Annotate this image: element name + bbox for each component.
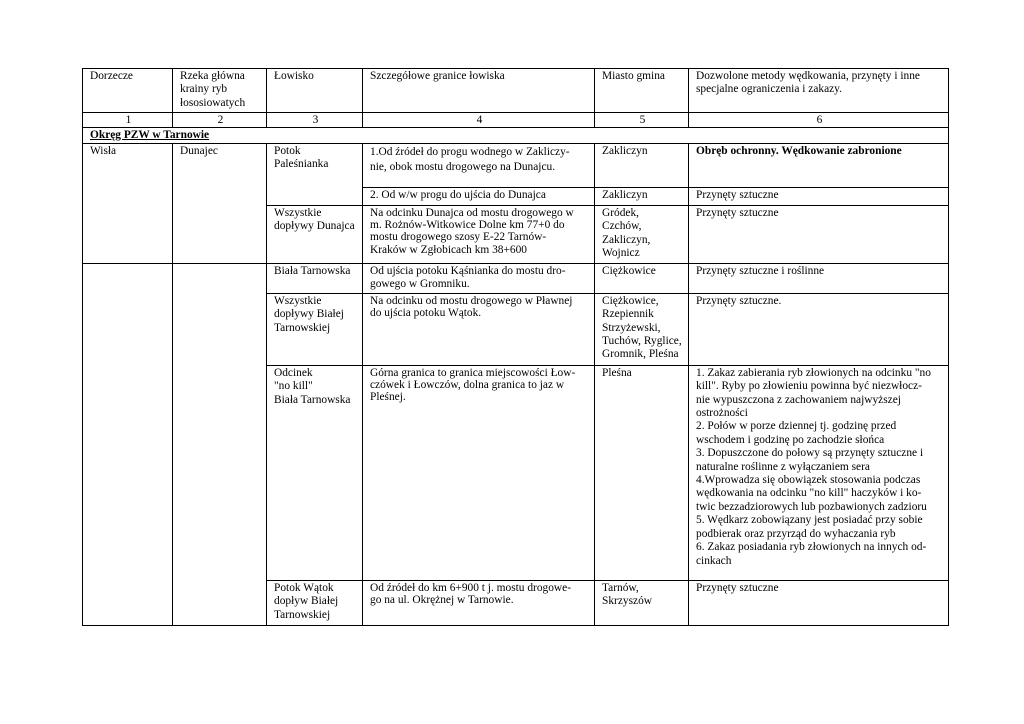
fishery-cell: Wszystkie dopływy Dunajca: [267, 206, 363, 264]
header-row: [83, 69, 949, 113]
header-town: Miasto gmina: [595, 69, 689, 113]
fishery-cell: Potok Paleśnianka: [267, 144, 363, 206]
rules-cell: Przynęty sztuczne: [689, 206, 949, 264]
column-number: 5: [595, 113, 689, 128]
column-number: 4: [363, 113, 595, 128]
header-fishery: Łowisko: [267, 69, 363, 113]
town-cell: Zakliczyn: [595, 144, 689, 188]
column-number: 2: [173, 113, 267, 128]
fishery-cell: Odcinek "no kill" Biała Tarnowska: [267, 365, 363, 580]
header-boundaries: Szczegółowe granice łowiska: [363, 69, 595, 113]
header-main-river: Rzeka główna krainy ryb łososiowatych: [173, 69, 267, 113]
town-cell: Ciężkowice, Rzepiennik Strzyżewski, Tuchów, Ryglice, Gromnik, Pleśna: [595, 293, 689, 365]
town-cell: Tarnów, Skrzyszów: [595, 580, 689, 625]
rules-cell: Przynęty sztuczne: [689, 188, 949, 206]
rules-cell: Przynęty sztuczne i roślinne: [689, 264, 949, 294]
rules-cell: Obręb ochronny. Wędkowanie zabronione: [689, 144, 949, 188]
boundaries-cell: Na odcinku od mostu drogowego w Pławnej do ujścia potoku Wątok.: [363, 293, 595, 365]
town-cell: Ciężkowice: [595, 264, 689, 294]
section-heading: Okręg PZW w Tarnowie: [83, 128, 949, 144]
town-cell: Gródek, Czchów, Zakliczyn, Wojnicz: [595, 206, 689, 264]
fishery-cell: Potok Wątok dopływ Białej Tarnowskiej: [267, 580, 363, 625]
basin-cell: Wisła: [83, 144, 173, 264]
header-rules: Dozwolone metody wędkowania, przynęty i inne specjalne ograniczenia i zakazy.: [689, 69, 949, 113]
section-row: [83, 128, 949, 144]
column-number: 3: [267, 113, 363, 128]
boundaries-cell: 1.Od źródeł do progu wodnego w Zakliczy- nie, obok mostu drogowego na Dunajcu.: [363, 144, 595, 188]
boundaries-cell: Od ujścia potoku Kąśnianka do mostu dro- gowego w Gromniku.: [363, 264, 595, 294]
boundaries-cell: 2. Od w/w progu do ujścia do Dunajca: [363, 188, 595, 206]
column-number: 6: [689, 113, 949, 128]
river-cell: Dunajec: [173, 144, 267, 264]
fishery-regulations-table: [82, 68, 949, 626]
table-row: [83, 264, 949, 294]
town-cell: Pleśna: [595, 365, 689, 580]
town-cell: Zakliczyn: [595, 188, 689, 206]
fishery-cell: Biała Tarnowska: [267, 264, 363, 294]
boundaries-cell: Górna granica to granica miejscowości Łow- czówek i Łowczów, dolna granica to jaz w Pleśnej.: [363, 365, 595, 580]
rules-cell: Przynęty sztuczne: [689, 580, 949, 625]
basin-cell-empty: [83, 264, 173, 626]
fishery-cell: Wszystkie dopływy Białej Tarnowskiej: [267, 293, 363, 365]
header-basin: Dorzecze: [83, 69, 173, 113]
boundaries-cell: Na odcinku Dunajca od mostu drogowego w m. Rożnów-Witkowice Dolne km 77+0 do mostu drogowego szosy E-22 Tarnów- Kraków w Zgłobicach km 38+600: [363, 206, 595, 264]
table-row: [83, 144, 949, 188]
column-number: 1: [83, 113, 173, 128]
river-cell-empty: [173, 264, 267, 626]
boundaries-cell: Od źródeł do km 6+900 t j. mostu drogowe- go na ul. Okrężnej w Tarnowie.: [363, 580, 595, 625]
rules-cell: Przynęty sztuczne.: [689, 293, 949, 365]
column-number-row: [83, 113, 949, 128]
rules-cell: 1. Zakaz zabierania ryb złowionych na odcinku "no kill". Ryby po złowieniu powinna być niezwłocz- nie wypuszczona z zachowaniem najwyższej ostrożności 2. Połów w porze dziennej tj. godzinę przed wschodem i godzinę po zachodzie słońca 3. Dopuszczone do połowy są przynęty sztuczne i naturalne roślinne z wyłączaniem sera 4.Wprowadza się obowiązek stosowania podczas wędkowania na odcinku "no kill" haczyków i ko- twic bezzadziorowych lub pozbawionych zadzioru 5. Wędkarz zobowiązany jest posiadać przy sobie podbierak oraz przyrząd do wyhaczania ryb 6. Zakaz posiadania ryb złowionych na innych od- cinkach: [689, 365, 949, 580]
